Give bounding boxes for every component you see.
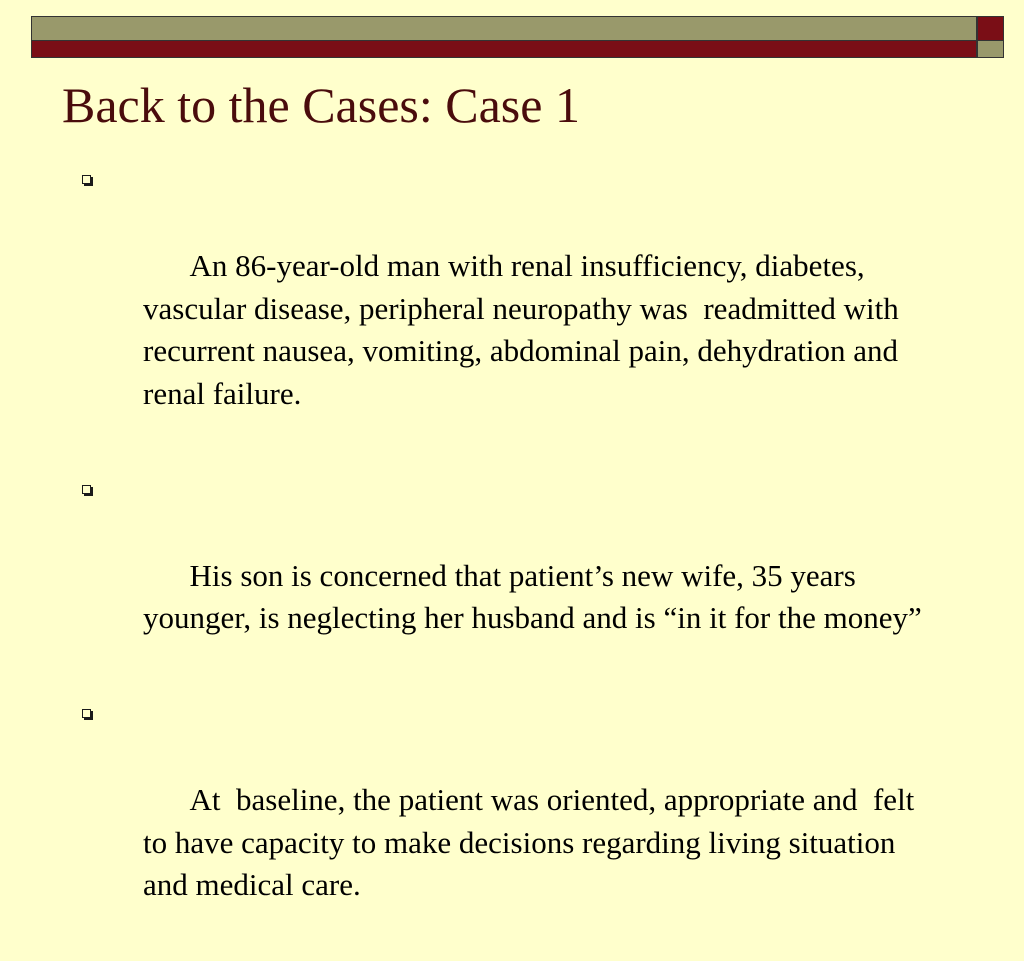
square-bullet-icon [82, 175, 91, 184]
bullet-item [0, 694, 943, 949]
bullet-item [0, 470, 943, 683]
bullet-list [0, 160, 1024, 961]
bullet-text: His son is concerned that patient’s new wife, 35 years younger, is neglecting her husband and is “in it for the money” [143, 557, 922, 635]
square-bullet-icon [82, 485, 91, 494]
header-square-olive [977, 41, 1004, 58]
square-bullet-icon [82, 709, 91, 718]
header-bar-maroon [31, 41, 977, 58]
bullet-text: An 86-year-old man with renal insufficiency, diabetes, vascular disease, peripheral neuropathy was readmitted with recurrent nausea, vomiting, abdominal pain, dehydration and renal failure. [143, 248, 907, 411]
bullet-text: At baseline, the patient was oriented, appropriate and felt to have capacity to make decisions regarding living situation and medical care. [143, 782, 923, 902]
slide-title: Back to the Cases: Case 1 [62, 77, 580, 133]
header-bar-olive [31, 16, 977, 41]
bullet-item [0, 160, 943, 458]
header-square-maroon [977, 16, 1004, 41]
